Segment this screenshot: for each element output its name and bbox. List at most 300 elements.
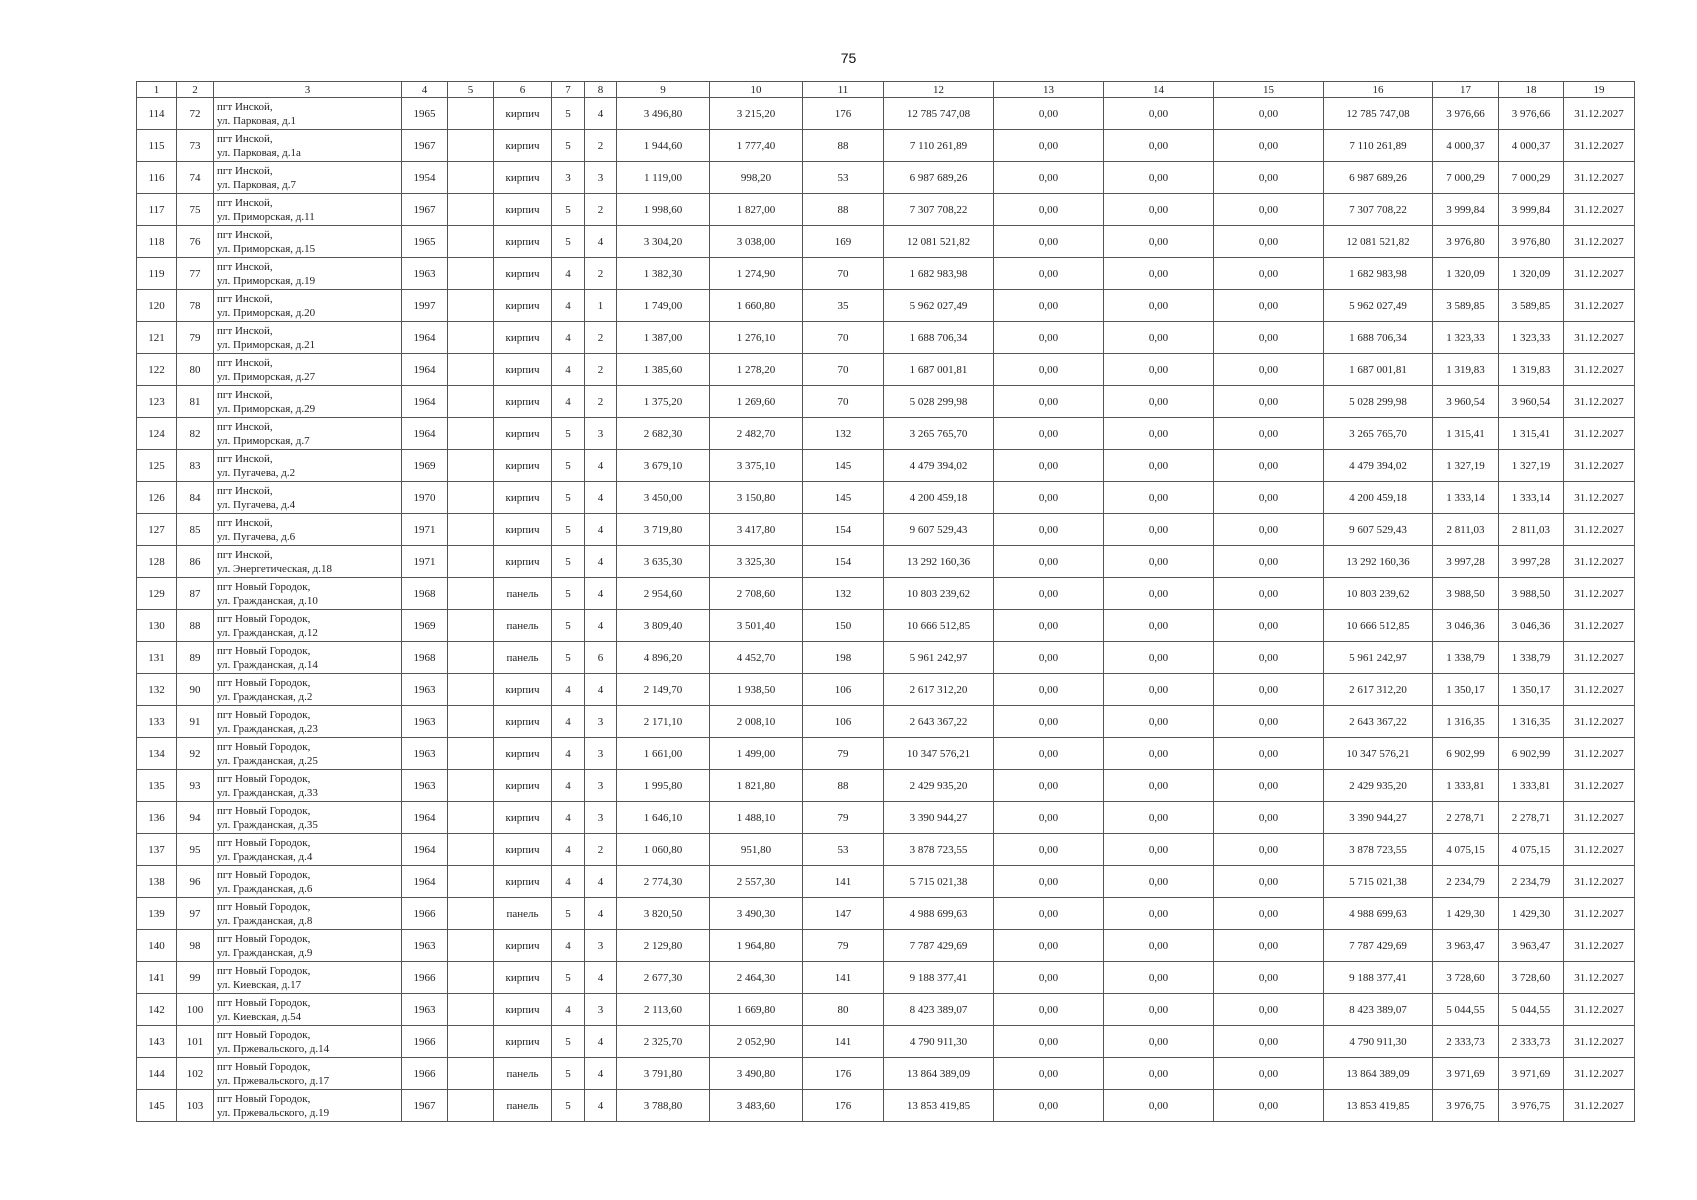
table-cell: 0,00 — [994, 610, 1104, 642]
table-cell: 8 423 389,07 — [884, 994, 994, 1026]
table-row — [137, 354, 1635, 386]
table-cell: 1967 — [402, 1090, 448, 1122]
table-cell — [448, 354, 494, 386]
address-cell — [214, 706, 402, 738]
table-cell — [448, 898, 494, 930]
table-cell: кирпич — [494, 866, 552, 898]
address-street: ул. Гражданская, д.6 — [217, 882, 313, 895]
table-cell: 154 — [803, 514, 884, 546]
table-cell: 1 269,60 — [710, 386, 803, 418]
table-cell: 3 878 723,55 — [1324, 834, 1433, 866]
table-cell: 4 — [585, 98, 617, 130]
table-row — [137, 866, 1635, 898]
table-cell: 1966 — [402, 1026, 448, 1058]
table-cell: 0,00 — [1214, 578, 1324, 610]
table-cell: 2 — [585, 194, 617, 226]
table-cell: 0,00 — [994, 866, 1104, 898]
table-cell: 2 811,03 — [1499, 514, 1564, 546]
table-cell: 4 075,15 — [1433, 834, 1499, 866]
table-body — [137, 98, 1635, 1122]
table-cell: 2 052,90 — [710, 1026, 803, 1058]
address-street: ул. Гражданская, д.25 — [217, 754, 318, 767]
table-row — [137, 962, 1635, 994]
table-cell: 79 — [177, 322, 214, 354]
table-cell: 2 333,73 — [1499, 1026, 1564, 1058]
table-cell: 141 — [803, 866, 884, 898]
table-cell: 0,00 — [1104, 642, 1214, 674]
address-settlement: пгт Инской, — [217, 388, 273, 401]
table-cell — [448, 802, 494, 834]
table-cell: 92 — [177, 738, 214, 770]
table-cell: 4 — [585, 578, 617, 610]
address-settlement: пгт Новый Городок, — [217, 1060, 311, 1073]
address-street: ул. Приморская, д.15 — [217, 242, 316, 255]
table-cell: 1 688 706,34 — [884, 322, 994, 354]
column-header: 15 — [1214, 82, 1324, 98]
table-cell: 5 — [552, 642, 585, 674]
table-cell: 0,00 — [1104, 514, 1214, 546]
address-settlement: пгт Новый Городок, — [217, 612, 311, 625]
address-cell — [214, 994, 402, 1026]
table-cell: 4 — [552, 706, 585, 738]
table-cell: 5 — [552, 98, 585, 130]
table-cell: 1 327,19 — [1499, 450, 1564, 482]
table-cell: 4 200 459,18 — [884, 482, 994, 514]
table-cell: 0,00 — [1214, 162, 1324, 194]
table-cell: 4 — [585, 674, 617, 706]
table-cell: 0,00 — [1104, 130, 1214, 162]
table-cell: 4 479 394,02 — [1324, 450, 1433, 482]
table-cell: 3 325,30 — [710, 546, 803, 578]
address-settlement: пгт Инской, — [217, 196, 273, 209]
table-cell: кирпич — [494, 386, 552, 418]
table-cell: 3 971,69 — [1499, 1058, 1564, 1090]
table-cell: 121 — [137, 322, 177, 354]
table-cell: 0,00 — [994, 162, 1104, 194]
table-cell: 31.12.2027 — [1564, 98, 1635, 130]
table-header — [137, 82, 1635, 98]
table-cell: 53 — [803, 162, 884, 194]
table-cell: 0,00 — [1214, 226, 1324, 258]
table-cell: 3 150,80 — [710, 482, 803, 514]
table-cell: 0,00 — [1214, 194, 1324, 226]
table-row — [137, 546, 1635, 578]
table-cell: 0,00 — [994, 930, 1104, 962]
table-cell: 2 682,30 — [617, 418, 710, 450]
address-settlement: пгт Новый Городок, — [217, 708, 311, 721]
table-cell: 0,00 — [1104, 226, 1214, 258]
table-cell: 0,00 — [994, 194, 1104, 226]
table-cell: 3 265 765,70 — [884, 418, 994, 450]
table-cell: 31.12.2027 — [1564, 482, 1635, 514]
table-cell: 3 304,20 — [617, 226, 710, 258]
address-cell — [214, 962, 402, 994]
table-cell: 141 — [803, 1026, 884, 1058]
table-cell: кирпич — [494, 706, 552, 738]
table-cell: 84 — [177, 482, 214, 514]
address-street: ул. Гражданская, д.14 — [217, 658, 318, 671]
table-row — [137, 386, 1635, 418]
table-cell: 6 902,99 — [1433, 738, 1499, 770]
table-cell: 88 — [803, 770, 884, 802]
address-settlement: пгт Инской, — [217, 228, 273, 241]
address-settlement: пгт Новый Городок, — [217, 868, 311, 881]
table-cell: 4 — [552, 930, 585, 962]
address-settlement: пгт Инской, — [217, 260, 273, 273]
table-cell: 0,00 — [1104, 162, 1214, 194]
address-settlement: пгт Новый Городок, — [217, 676, 311, 689]
table-cell: 4 — [585, 1090, 617, 1122]
address-settlement: пгт Новый Городок, — [217, 836, 311, 849]
table-cell: кирпич — [494, 962, 552, 994]
table-cell: 0,00 — [1104, 610, 1214, 642]
table-cell: 0,00 — [1214, 322, 1324, 354]
table-cell — [448, 482, 494, 514]
table-cell — [448, 194, 494, 226]
table-cell: кирпич — [494, 322, 552, 354]
table-cell: 1966 — [402, 898, 448, 930]
table-cell: 10 803 239,62 — [884, 578, 994, 610]
table-cell: 2 008,10 — [710, 706, 803, 738]
table-cell: 0,00 — [1104, 386, 1214, 418]
header-row — [137, 82, 1635, 98]
table-cell: 1966 — [402, 1058, 448, 1090]
table-row — [137, 994, 1635, 1026]
table-cell: 124 — [137, 418, 177, 450]
table-cell: 1964 — [402, 354, 448, 386]
table-row — [137, 130, 1635, 162]
table-cell: 3 976,66 — [1433, 98, 1499, 130]
table-cell: 1 327,19 — [1433, 450, 1499, 482]
table-cell — [448, 866, 494, 898]
table-cell: 0,00 — [994, 738, 1104, 770]
table-cell: кирпич — [494, 514, 552, 546]
table-cell: 5 715 021,38 — [884, 866, 994, 898]
address-street: ул. Гражданская, д.35 — [217, 818, 318, 831]
table-cell: 0,00 — [1104, 898, 1214, 930]
table-cell: кирпич — [494, 802, 552, 834]
table-cell: 5 — [552, 194, 585, 226]
table-cell: 5 — [552, 130, 585, 162]
table-cell: 3 791,80 — [617, 1058, 710, 1090]
table-cell: 3 971,69 — [1433, 1058, 1499, 1090]
table-cell: 5 962 027,49 — [884, 290, 994, 322]
table-cell: 0,00 — [1104, 706, 1214, 738]
table-cell: 31.12.2027 — [1564, 546, 1635, 578]
table-cell: 145 — [137, 1090, 177, 1122]
table-cell: панель — [494, 578, 552, 610]
table-cell: 0,00 — [994, 354, 1104, 386]
table-row — [137, 450, 1635, 482]
table-row — [137, 898, 1635, 930]
table-cell: 5 — [552, 1026, 585, 1058]
table-cell: 133 — [137, 706, 177, 738]
table-cell: 4 — [552, 866, 585, 898]
table-cell: 5 — [552, 226, 585, 258]
table-cell: 0,00 — [1214, 770, 1324, 802]
table-row — [137, 194, 1635, 226]
table-cell: 31.12.2027 — [1564, 834, 1635, 866]
table-cell: 4 — [552, 770, 585, 802]
address-settlement: пгт Новый Городок, — [217, 1028, 311, 1041]
table-cell: 3 635,30 — [617, 546, 710, 578]
column-header: 17 — [1433, 82, 1499, 98]
table-cell: 102 — [177, 1058, 214, 1090]
table-cell: 4 452,70 — [710, 642, 803, 674]
address-cell — [214, 1090, 402, 1122]
table-cell: 13 864 389,09 — [884, 1058, 994, 1090]
table-cell: 0,00 — [994, 226, 1104, 258]
table-cell: 90 — [177, 674, 214, 706]
table-cell: 122 — [137, 354, 177, 386]
table-cell: 0,00 — [1104, 258, 1214, 290]
table-cell: 2 617 312,20 — [884, 674, 994, 706]
table-cell: кирпич — [494, 1026, 552, 1058]
address-cell — [214, 386, 402, 418]
address-cell — [214, 162, 402, 194]
table-cell: 2 113,60 — [617, 994, 710, 1026]
table-cell: 31.12.2027 — [1564, 770, 1635, 802]
table-cell: 1 687 001,81 — [884, 354, 994, 386]
address-street: ул. Гражданская, д.23 — [217, 722, 318, 735]
table-cell: 35 — [803, 290, 884, 322]
address-cell — [214, 674, 402, 706]
address-street: ул. Пржевальского, д.17 — [217, 1074, 330, 1087]
table-cell: 5 — [552, 962, 585, 994]
table-cell: 0,00 — [1214, 706, 1324, 738]
table-cell: 2 234,79 — [1433, 866, 1499, 898]
table-cell: 5 — [552, 898, 585, 930]
table-row — [137, 610, 1635, 642]
table-cell: 1968 — [402, 642, 448, 674]
table-cell: 1 350,17 — [1499, 674, 1564, 706]
table-cell: 117 — [137, 194, 177, 226]
table-cell: 1 338,79 — [1499, 642, 1564, 674]
table-cell: 1965 — [402, 226, 448, 258]
table-cell: 4 — [552, 290, 585, 322]
table-cell: 0,00 — [1104, 546, 1214, 578]
table-cell: 13 292 160,36 — [1324, 546, 1433, 578]
table-cell: 3 999,84 — [1499, 194, 1564, 226]
table-cell: 132 — [137, 674, 177, 706]
table-cell: 1 274,90 — [710, 258, 803, 290]
table-row — [137, 706, 1635, 738]
table-cell: 2 234,79 — [1499, 866, 1564, 898]
table-cell: 3 — [585, 770, 617, 802]
address-settlement: пгт Инской, — [217, 548, 273, 561]
table-row — [137, 770, 1635, 802]
table-cell: 125 — [137, 450, 177, 482]
table-cell: 4 — [552, 354, 585, 386]
table-row — [137, 834, 1635, 866]
table-cell: 1 661,00 — [617, 738, 710, 770]
address-cell — [214, 98, 402, 130]
table-cell: кирпич — [494, 930, 552, 962]
address-cell — [214, 738, 402, 770]
table-cell: 9 188 377,41 — [884, 962, 994, 994]
address-street: ул. Киевская, д.54 — [217, 1010, 302, 1023]
table-cell: 0,00 — [1104, 1026, 1214, 1058]
table-cell: 31.12.2027 — [1564, 930, 1635, 962]
table-cell: 2 482,70 — [710, 418, 803, 450]
table-cell: кирпич — [494, 994, 552, 1026]
table-cell — [448, 1090, 494, 1122]
table-cell: 0,00 — [1214, 674, 1324, 706]
table-cell: 0,00 — [1104, 322, 1214, 354]
table-cell: 1997 — [402, 290, 448, 322]
table-cell: 0,00 — [1214, 130, 1324, 162]
table-cell: 145 — [803, 450, 884, 482]
table-cell: 0,00 — [994, 418, 1104, 450]
table-cell: 6 902,99 — [1499, 738, 1564, 770]
table-cell: 3 963,47 — [1433, 930, 1499, 962]
table-cell: 82 — [177, 418, 214, 450]
table-cell: 31.12.2027 — [1564, 1026, 1635, 1058]
table-cell: 83 — [177, 450, 214, 482]
table-cell: 6 — [585, 642, 617, 674]
address-settlement: пгт Новый Городок, — [217, 932, 311, 945]
address-cell — [214, 514, 402, 546]
table-cell: 2 677,30 — [617, 962, 710, 994]
table-cell: 2 — [585, 130, 617, 162]
table-cell — [448, 930, 494, 962]
table-cell: 0,00 — [1104, 194, 1214, 226]
table-row — [137, 258, 1635, 290]
address-street: ул. Пржевальского, д.19 — [217, 1106, 330, 1119]
table-cell: 1969 — [402, 610, 448, 642]
address-street: ул. Приморская, д.20 — [217, 306, 316, 319]
table-cell: 126 — [137, 482, 177, 514]
address-settlement: пгт Инской, — [217, 420, 273, 433]
table-cell: 3 988,50 — [1433, 578, 1499, 610]
address-street: ул. Пугачева, д.6 — [217, 530, 296, 543]
table-cell: 10 666 512,85 — [1324, 610, 1433, 642]
table-cell: 119 — [137, 258, 177, 290]
table-cell: 5 028 299,98 — [884, 386, 994, 418]
table-cell: 4 — [585, 962, 617, 994]
column-header: 13 — [994, 82, 1104, 98]
table-cell: кирпич — [494, 482, 552, 514]
table-cell: 4 000,37 — [1499, 130, 1564, 162]
table-cell: 70 — [803, 258, 884, 290]
table-cell: 3 809,40 — [617, 610, 710, 642]
table-cell: 0,00 — [1214, 1090, 1324, 1122]
table-cell: 101 — [177, 1026, 214, 1058]
table-cell: 1 315,41 — [1499, 418, 1564, 450]
table-cell: 31.12.2027 — [1564, 866, 1635, 898]
table-cell: 1 998,60 — [617, 194, 710, 226]
table-cell: 0,00 — [994, 258, 1104, 290]
address-settlement: пгт Инской, — [217, 452, 273, 465]
address-settlement: пгт Инской, — [217, 516, 273, 529]
table-cell: 2 — [585, 258, 617, 290]
data-table — [136, 81, 1635, 1122]
table-cell: 3 — [585, 706, 617, 738]
table-cell: 3 501,40 — [710, 610, 803, 642]
table-row — [137, 482, 1635, 514]
table-cell: 1 387,00 — [617, 322, 710, 354]
table-cell: 31.12.2027 — [1564, 706, 1635, 738]
table-cell: 4 — [585, 866, 617, 898]
table-cell: 0,00 — [994, 898, 1104, 930]
address-street: ул. Гражданская, д.12 — [217, 626, 318, 639]
table-cell: 1 060,80 — [617, 834, 710, 866]
table-cell: кирпич — [494, 418, 552, 450]
table-cell: 0,00 — [994, 290, 1104, 322]
address-cell — [214, 194, 402, 226]
table-cell: 144 — [137, 1058, 177, 1090]
table-cell: 4 — [585, 1058, 617, 1090]
address-street: ул. Парковая, д.1а — [217, 146, 301, 159]
column-header: 4 — [402, 82, 448, 98]
table-cell: 106 — [803, 706, 884, 738]
table-cell: 95 — [177, 834, 214, 866]
table-cell: панель — [494, 610, 552, 642]
table-cell: 3 728,60 — [1433, 962, 1499, 994]
table-cell: 1 429,30 — [1433, 898, 1499, 930]
table-cell: 53 — [803, 834, 884, 866]
table-cell — [448, 610, 494, 642]
address-settlement: пгт Новый Городок, — [217, 580, 311, 593]
table-cell: 4 — [585, 450, 617, 482]
table-cell: 0,00 — [1214, 962, 1324, 994]
table-cell: 1 938,50 — [710, 674, 803, 706]
address-street: ул. Гражданская, д.8 — [217, 914, 313, 927]
table-cell: 9 607 529,43 — [884, 514, 994, 546]
table-cell — [448, 546, 494, 578]
table-cell: 2 — [585, 834, 617, 866]
table-cell: 2 129,80 — [617, 930, 710, 962]
table-cell: 5 — [552, 1058, 585, 1090]
address-street: ул. Приморская, д.29 — [217, 402, 316, 415]
table-cell: 3 046,36 — [1499, 610, 1564, 642]
table-cell — [448, 674, 494, 706]
table-cell: 0,00 — [994, 802, 1104, 834]
table-cell: 4 988 699,63 — [1324, 898, 1433, 930]
table-cell: 1964 — [402, 386, 448, 418]
table-cell: 118 — [137, 226, 177, 258]
table-cell: кирпич — [494, 834, 552, 866]
table-cell: 3 215,20 — [710, 98, 803, 130]
table-cell: 4 — [552, 738, 585, 770]
table-cell: 10 347 576,21 — [1324, 738, 1433, 770]
table-cell: 5 028 299,98 — [1324, 386, 1433, 418]
table-cell: 1 385,60 — [617, 354, 710, 386]
table-cell: 4 479 394,02 — [884, 450, 994, 482]
address-cell — [214, 450, 402, 482]
table-cell: 3 — [585, 994, 617, 1026]
table-cell: 1 276,10 — [710, 322, 803, 354]
table-cell: 1 333,14 — [1433, 482, 1499, 514]
table-cell: 140 — [137, 930, 177, 962]
table-cell: 0,00 — [1104, 1090, 1214, 1122]
address-cell — [214, 546, 402, 578]
table-cell: 3 038,00 — [710, 226, 803, 258]
table-cell: 100 — [177, 994, 214, 1026]
table-cell: 3 — [585, 418, 617, 450]
table-cell: 103 — [177, 1090, 214, 1122]
address-street: ул. Приморская, д.21 — [217, 338, 316, 351]
table-cell: 0,00 — [1214, 258, 1324, 290]
table-row — [137, 802, 1635, 834]
table-cell: 31.12.2027 — [1564, 258, 1635, 290]
table-cell: 2 643 367,22 — [1324, 706, 1433, 738]
table-cell — [448, 770, 494, 802]
table-cell: 3 589,85 — [1499, 290, 1564, 322]
table-cell: 0,00 — [1214, 418, 1324, 450]
table-cell: 1 944,60 — [617, 130, 710, 162]
table-cell: 10 666 512,85 — [884, 610, 994, 642]
